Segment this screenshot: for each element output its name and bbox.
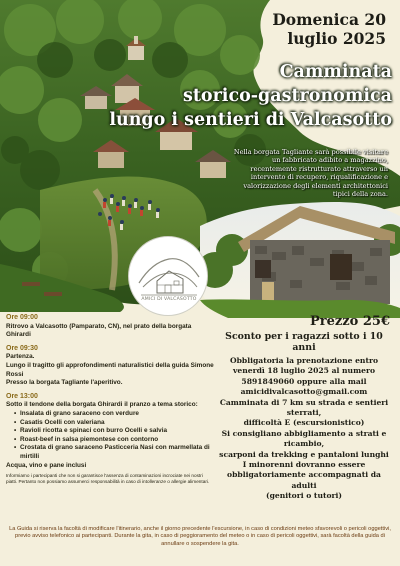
- schedule-section: [6, 314, 214, 485]
- intro-text: Nella borgata Tagliante sarà possibile visitare un fabbricato adibito a magazzino, recentemente ristrutturato attraverso un intervento di recupero, riqualificazione e valorizzazione degli elementi architettonici tipici della zona.: [233, 148, 388, 199]
- menu-item: • Crostata di grano saraceno Pasticceria Nasi con marmellata di mirtilli: [14, 444, 214, 461]
- title-line-2: storico-gastronomica: [182, 86, 392, 106]
- schedule-time: Ore 09:00: [6, 314, 38, 321]
- info-line: Obbligatoria la prenotazione entro: [229, 356, 379, 365]
- disclaimer-footer: La Guida si riserva la facoltà di modificare l'itinerario, anche il giorno precedente l'escursione, in caso di condizioni meteo sfavorevoli o pericoli oggettivi, previo avviso telefonico ai partecipanti. Durante la gita, in caso di peggioramento del meteo o in caso di pericoli oggettivi, sarà facoltà della guida di annullare o sospendere la gita.: [9, 526, 391, 547]
- date-line-1: Domenica 20: [272, 10, 386, 29]
- info-line: Camminata di 7 km su strada e sentieri: [219, 397, 389, 407]
- price-label: Prezzo 25€: [310, 314, 390, 329]
- drinks-note: Acqua, vino e pane inclusi: [6, 461, 87, 469]
- schedule-line: Presso la borgata Tagliante l'aperitivo.: [6, 379, 123, 387]
- info-line: obbligatoriamente accompagnati da adulti: [227, 470, 381, 490]
- info-line: venerdì 18 luglio 2025 al numero: [232, 366, 376, 376]
- info-line: Si consigliano abbigliamento a strati e: [221, 428, 387, 438]
- info-line: difficoltà E (escursionistico): [243, 418, 365, 428]
- phone-number[interactable]: 5891849060 oppure alla mail: [241, 376, 367, 386]
- logo-text: AMICI DI VALCASOTTO: [141, 297, 197, 302]
- lunch-menu: [14, 410, 214, 462]
- info-line: scarponi da trekking e pantaloni lunghi: [219, 449, 389, 459]
- info-line: ricambio,: [283, 439, 325, 449]
- menu-item: • Ravioli ricotta e spinaci con burro Ocelli e salvia: [14, 427, 214, 436]
- info-section: [214, 314, 394, 502]
- logo-house-icon: [129, 237, 209, 317]
- menu-item: • Roast-beef in salsa piemontese con contorno: [14, 436, 214, 445]
- schedule-time: Ore 13:00: [6, 392, 38, 400]
- allergy-note: Informiamo i partecipanti che non si garantisce l'assenza di contaminazioni incrociate nei nostri piatti. Pertanto non possiamo assumerci responsabilità in caso di intolleranze o allergie alimentari.: [6, 473, 210, 485]
- info-line: (genitori o tutori): [265, 491, 343, 501]
- schedule-line: Ritrovo a Valcasotto (Pamparato, CN), nel prato della borgata Ghirardi: [6, 322, 192, 339]
- event-title: [92, 60, 392, 132]
- info-block: [214, 356, 394, 502]
- association-logo: [128, 236, 208, 316]
- email-link[interactable]: amicidivalcasotto@gmail.com: [240, 387, 368, 397]
- schedule-line: Partenza.: [6, 353, 35, 361]
- schedule-line: Lungo il tragitto gli approfondimenti naturalistici della guida Simone Rossi: [6, 361, 214, 378]
- event-date: [236, 10, 386, 48]
- date-line-2: luglio 2025: [287, 29, 386, 48]
- menu-item: • Insalata di grano saraceno con verdure: [14, 410, 214, 419]
- schedule-line: Sotto il tendone della borgata Ghirardi il pranzo a tema storico:: [6, 401, 198, 409]
- schedule-time: Ore 09:30: [6, 344, 38, 352]
- info-line: sterrati,: [286, 408, 322, 418]
- title-line-1: Camminata: [279, 62, 392, 82]
- title-line-3: lungo i sentieri di Valcasotto: [109, 110, 392, 130]
- menu-item: • Casatis Ocelli con valeriana: [14, 419, 214, 428]
- discount-label: Sconto per i ragazzi sotto i 10 anni: [225, 331, 383, 353]
- info-line: I minorenni dovranno essere: [242, 460, 366, 470]
